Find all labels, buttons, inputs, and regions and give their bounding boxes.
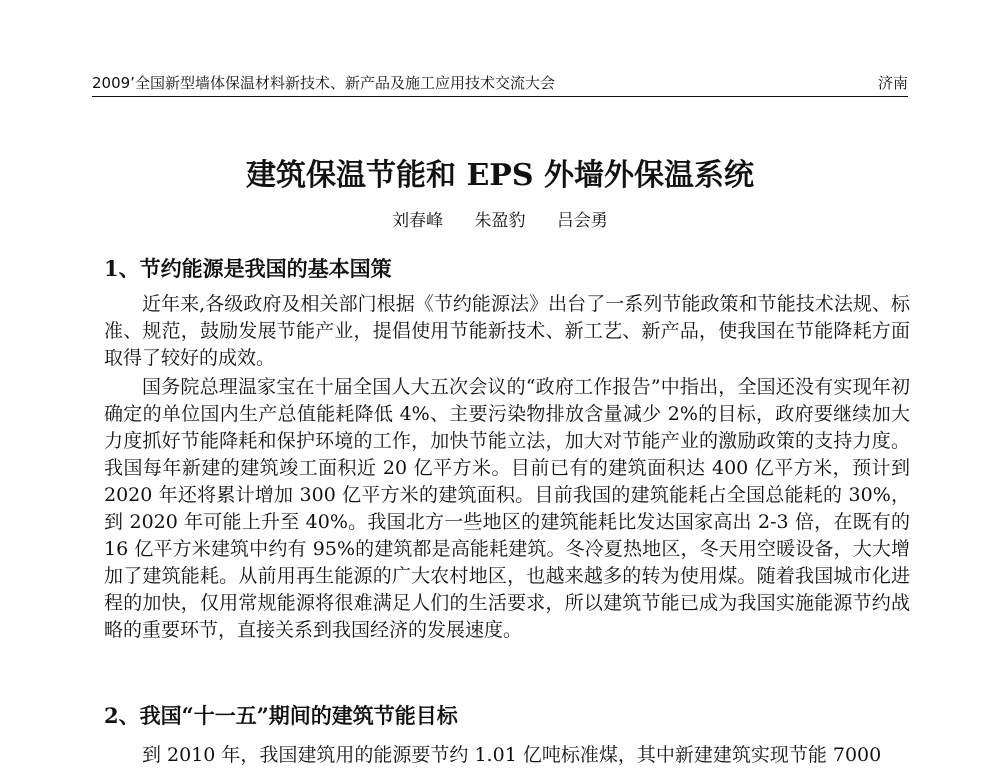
section-heading-2: 2、我国“十一五”期间的建筑节能目标 — [104, 703, 458, 728]
running-header — [92, 72, 908, 96]
conference-city: 济南 — [877, 74, 908, 92]
conference-name: 2009’全国新型墙体保温材料新技术、新产品及施工应用技术交流大会 — [92, 74, 555, 92]
section-heading-1: 1、节约能源是我国的基本国策 — [104, 256, 392, 281]
author-list — [92, 208, 908, 234]
body-paragraph-cut-off: 到 2010 年，我国建筑用的能源要节约 1.01 亿吨标准煤，其中新建建筑实现节能 7000 — [142, 744, 882, 766]
author-name: 吕会勇 — [556, 211, 608, 231]
author-name: 朱盈豹 — [474, 211, 526, 231]
header-divider — [92, 96, 908, 97]
author-name: 刘春峰 — [392, 211, 444, 231]
article-title: 建筑保温节能和 EPS 外墙外保温系统 — [246, 158, 754, 193]
body-paragraph: 近年来,各级政府及相关部门根据《节约能源法》出台了一系列节能政策和节能技术法规、标准、规范，鼓励发展节能产业，提倡使用节能新技术、新工艺、新产品，使我国在节能降耗方面取得了较好的成效。 — [104, 293, 910, 369]
body-paragraph: 国务院总理温家宝在十届全国人大五次会议的“政府工作报告”中指出，全国还没有实现年初确定的单位国内生产总值能耗降低 4%、主要污染物排放含量减少 2%的目标，政府要继续加大力度抓好节能降耗和保护环境的工作，加快节能立法，加大对节能产业的激励政策的支持力度。我国每年新建的建筑竣工面积近 20 亿平方米。目前已有的建筑面积达 400 亿平方米，预计到 2020 年还将累计增加 300 亿平方米的建筑面积。目前我国的建筑能耗占全国总能耗的 30%，到 2020 年可能上升至 40%。我国北方一些地区的建筑能耗比发达国家高出 2-3 倍，在既有的 16 亿平方米建筑中约有 95%的建筑都是高能耗建筑。冬冷夏热地区，冬天用空暖设备，大大增加了建筑能耗。从前用再生能源的广大农村地区，也越来越多的转为使用煤。随着我国城市化进程的加快，仅用常规能源将很难满足人们的生活要求，所以建筑节能已成为我国实施能源节约战略的重要环节，直接关系到我国经济的发展速度。 — [104, 376, 910, 641]
